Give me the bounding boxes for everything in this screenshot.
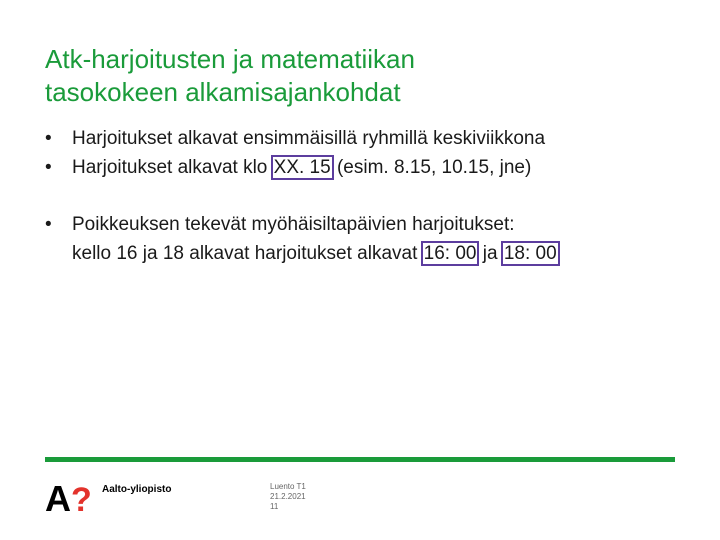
bullet-list xyxy=(45,124,695,268)
meta-date: 21.2.2021 xyxy=(270,492,306,501)
highlighted-time: XX. 15 xyxy=(273,157,331,178)
bullet-item xyxy=(45,124,695,153)
highlighted-time: 16: 00 xyxy=(423,243,477,264)
footer-meta xyxy=(270,482,306,512)
bullet-text-before: kello 16 ja 18 alkavat harjoitukset alkavat xyxy=(72,243,423,264)
title-line-2: tasokokeen alkamisajankohdat xyxy=(45,77,401,107)
logo-symbol: ? xyxy=(71,481,92,514)
brand-name: Aalto-yliopisto xyxy=(102,484,172,495)
highlighted-time: 18: 00 xyxy=(503,243,557,264)
aalto-logo xyxy=(45,480,95,514)
bullet-text: • Harjoitukset alkavat ensimmäisillä ryhmillä keskiviikkona xyxy=(72,128,546,149)
bullet-text-before: Harjoitukset alkavat klo xyxy=(72,157,273,178)
bullet-item xyxy=(45,153,695,182)
bullet-text-middle: ja xyxy=(477,243,503,264)
bullet-text-after: (esim. 8.15, 10.15, jne) xyxy=(331,157,532,178)
title-line-1: Atk-harjoitusten ja matematiikan xyxy=(45,44,415,74)
bullet-item xyxy=(45,210,695,268)
logo-letter: A xyxy=(45,480,71,514)
bullet-text-line-1: • Poikkeuksen tekevät myöhäisiltapäivien harjoitukset: xyxy=(72,214,515,235)
meta-page-number: 11 xyxy=(270,502,279,511)
bullet-text xyxy=(72,153,695,182)
slide-title xyxy=(45,43,685,109)
meta-lecture: Luento T1 xyxy=(270,482,306,491)
footer-divider xyxy=(45,457,675,462)
bullet-text-line-2 xyxy=(72,239,695,268)
